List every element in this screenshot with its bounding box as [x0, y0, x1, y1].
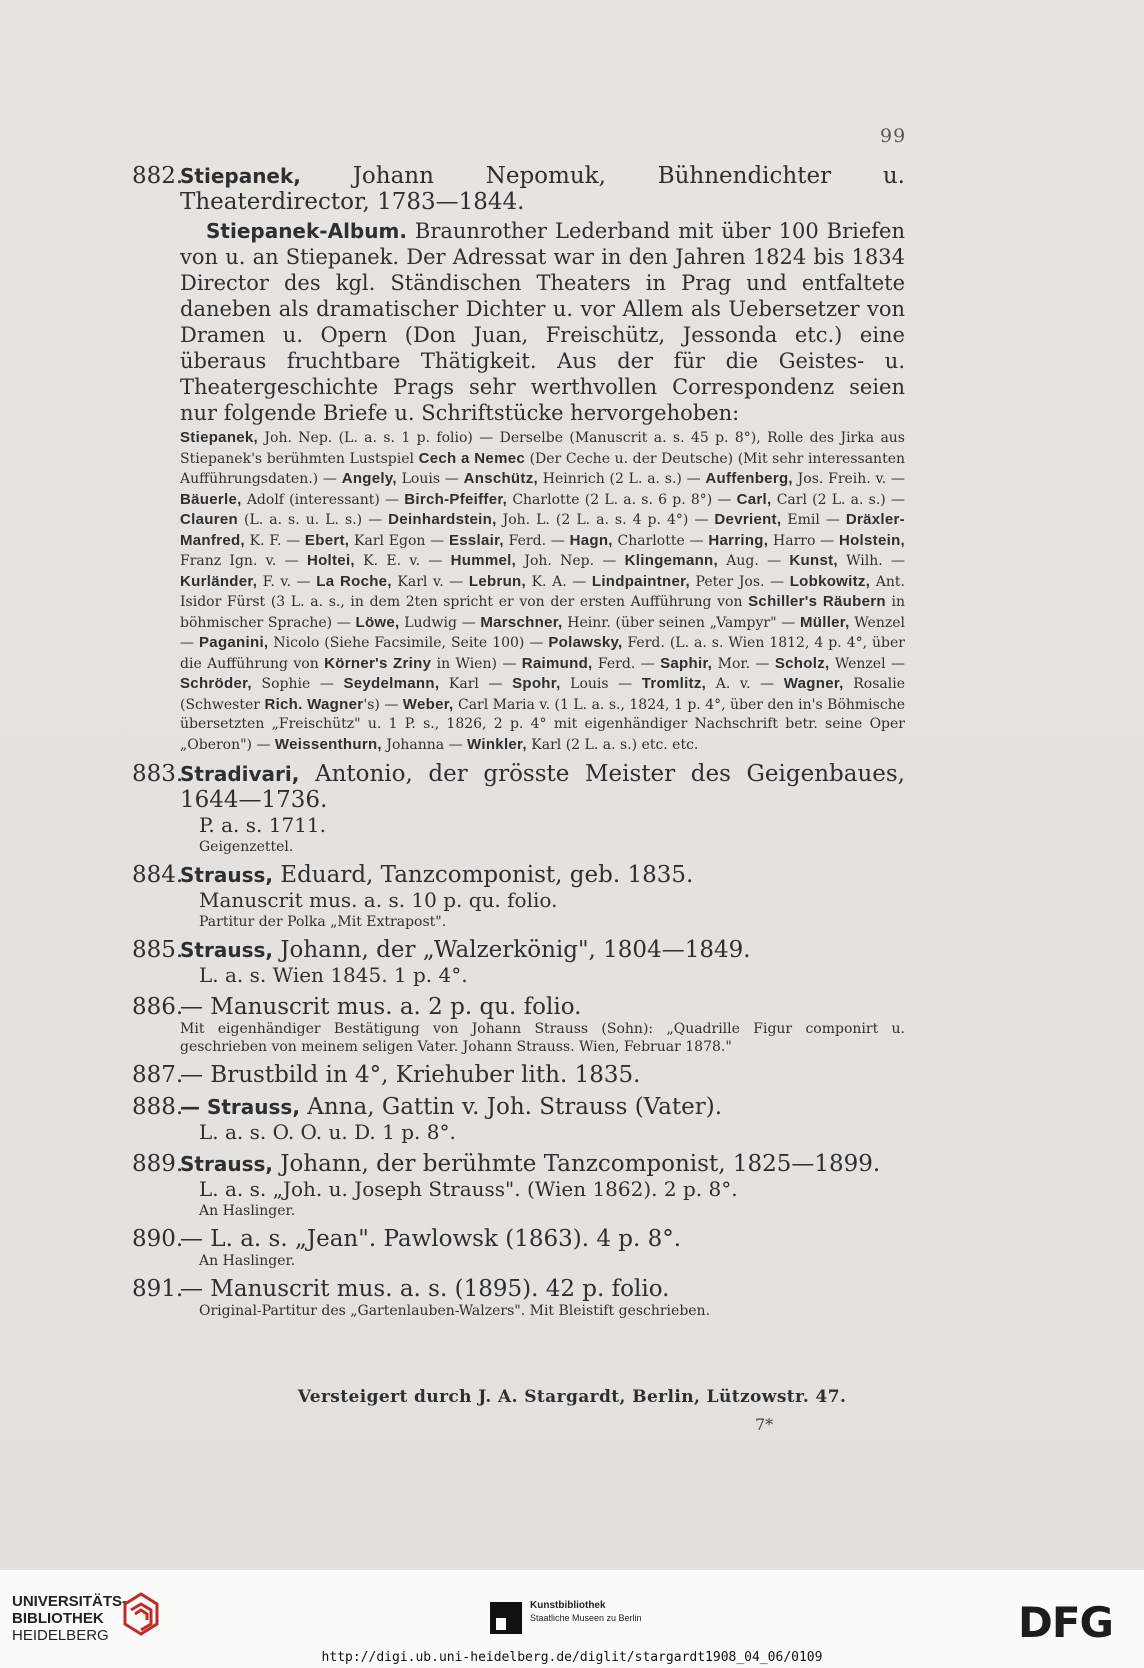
letter-description: Wenzel —	[829, 655, 905, 672]
album-description	[180, 218, 905, 426]
catalogue-entry	[132, 994, 905, 1056]
entry-title: — Manuscrit mus. a. s. (1895). 42 p. folio.	[180, 1276, 670, 1302]
item-description: L. a. s. O. O. u. D. 1 p. 8°.	[199, 1120, 456, 1144]
letter-description: Ludwig —	[399, 614, 481, 631]
letter-correspondent-name: Esslair,	[448, 531, 504, 549]
letter-description: Johanna —	[381, 736, 468, 753]
letter-correspondent-name: Spohr,	[512, 675, 561, 692]
letter-correspondent-name: Raimund,	[521, 654, 593, 672]
entry-number: 890.	[132, 1226, 184, 1252]
letter-correspondent-name: Auffenberg,	[705, 470, 793, 487]
letter-correspondent-name: Bäuerle,	[180, 490, 242, 508]
letter-description: F. v. —	[257, 573, 317, 590]
letter-correspondent-name: Cech a Nemec	[418, 449, 525, 467]
letter-description: Karl —	[439, 676, 513, 692]
entry-title: — Manuscrit mus. a. 2 p. qu. folio.	[180, 994, 582, 1020]
item-note: An Haslinger.	[199, 1203, 296, 1219]
letter-description: Jos. Freih. v. —	[792, 471, 905, 487]
letter-description: Karl v. —	[391, 573, 469, 590]
entry-title: Johann, der „Walzerkönig", 1804—1849.	[272, 937, 751, 963]
letter-description: K. F. —	[244, 532, 305, 549]
letter-correspondent-name: Müller,	[799, 613, 850, 631]
letters-list	[180, 428, 905, 755]
catalogue-entry	[132, 862, 905, 931]
letter-correspondent-name: Paganini,	[199, 634, 269, 651]
letter-correspondent-name: La Roche,	[316, 572, 392, 590]
letter-description: Harro —	[768, 532, 839, 549]
letter-description: Heinrich (2 L. a. s.) —	[537, 471, 706, 487]
entry-number: 888.	[132, 1094, 184, 1120]
letter-description: Karl (2 L. a. s.) etc. etc.	[526, 736, 699, 753]
letter-description: K. E. v. —	[354, 553, 451, 569]
letter-correspondent-name: Devrient,	[714, 511, 782, 528]
letter-correspondent-name: Carl,	[736, 490, 772, 508]
entry-title: Anna, Gattin v. Joh. Strauss (Vater).	[299, 1094, 723, 1120]
letter-correspondent-name: Kunst,	[789, 552, 838, 569]
entry-number: 891.	[132, 1276, 184, 1302]
letter-description: Aug. —	[717, 553, 790, 569]
entry-heading	[132, 1094, 905, 1120]
letter-description: Charlotte (2 L. a. s. 6 p. 8°) —	[507, 491, 737, 508]
letter-correspondent-name: Klingemann,	[624, 552, 718, 569]
letter-correspondent-name: Lebrun,	[468, 572, 526, 590]
letter-description: Ferd. (L. a. s. Wien 1812, 4 p. 4°, über die Aufführung von	[180, 635, 905, 672]
item-note: Geigenzettel.	[199, 839, 294, 855]
entry-title: Eduard, Tanzcomponist, geb. 1835.	[272, 862, 694, 888]
kunstbibliothek-text: Kunstbibliothek Staatliche Museen zu Berlin	[530, 1600, 642, 1623]
entry-number: 885.	[132, 937, 184, 963]
item-description: L. a. s. „Joh. u. Joseph Strauss". (Wien 1862). 2 p. 8°.	[199, 1177, 738, 1201]
entry-title: Antonio, der grösste Meister des Geigenbaues, 1644—1736.	[180, 761, 905, 813]
letter-description: Joh. L. (2 L. a. s. 4 p. 4°) —	[496, 512, 715, 528]
letter-description: Heinr. (über seinen „Vampyr" —	[562, 614, 800, 631]
entry-number: 883.	[132, 761, 184, 787]
letter-correspondent-name: Marschner,	[480, 613, 563, 631]
entry-heading	[132, 862, 905, 888]
item-description: Manuscrit mus. a. s. 10 p. qu. folio.	[199, 888, 558, 912]
entry-title: Johann Nepomuk, Bühnendichter u. Theaterdirector, 1783—1844.	[180, 163, 905, 215]
letter-correspondent-name: Rich. Wagner	[264, 695, 364, 713]
catalogue-entry	[132, 937, 905, 988]
letter-description: Wenzel —	[180, 614, 905, 651]
letter-description: Charlotte —	[612, 532, 709, 549]
letter-description: Mor. —	[712, 655, 775, 672]
auction-footer: Versteigert durch J. A. Stargardt, Berlin, Lützowstr. 47.	[297, 1387, 847, 1407]
entry-heading	[132, 1062, 905, 1088]
catalogue-text	[132, 163, 905, 1320]
letter-correspondent-name: Harring,	[708, 531, 769, 549]
letter-description: Franz Ign. v. —	[180, 553, 307, 569]
letter-correspondent-name: Hagn,	[569, 531, 613, 549]
catalogue-entry	[132, 1276, 905, 1320]
dfg-logo: DFG	[1018, 1598, 1114, 1647]
letter-correspondent-name: Hummel,	[450, 552, 517, 569]
letter-description: Adolf (interessant) —	[241, 491, 405, 508]
letter-description: Ant. Isidor Fürst (3 L. a. s., in dem 2ten spricht er von der ersten Aufführung von	[180, 573, 905, 610]
permalink-url[interactable]: http://digi.ub.uni-heidelberg.de/diglit/stargardt1908_04_06/0109	[321, 1650, 823, 1665]
letter-correspondent-name: Ebert,	[304, 531, 350, 549]
letter-description: in Wien) —	[431, 655, 522, 672]
entry-heading	[132, 937, 905, 963]
letter-description: (Der Ceche u. der Deutsche) (Mit sehr interessanten Aufführungsdaten.) —	[180, 450, 905, 487]
letter-description: Ferd. —	[503, 532, 570, 549]
page-number: 99	[880, 125, 907, 147]
item-description: L. a. s. Wien 1845. 1 p. 4°.	[199, 963, 468, 987]
letter-description: Carl Maria v. (1 L. a. s., 1824, 1 p. 4°, über den in's Böhmische übersetzten „Freischütz" u. 1 P. s., 1826, 2 p. 4° mit eigenhändiger Nachschrift betr. seine Oper „Oberon") —	[180, 696, 905, 753]
letter-description: Emil —	[781, 512, 846, 528]
letter-correspondent-name: Weissenthurn,	[274, 735, 382, 753]
letter-correspondent-name: Schröder,	[180, 675, 252, 692]
entry-name: Strauss,	[180, 938, 273, 962]
letter-correspondent-name: Holstein,	[838, 531, 905, 549]
entry-number: 886.	[132, 994, 184, 1020]
entry-title: — Brustbild in 4°, Kriehuber lith. 1835.	[180, 1062, 641, 1088]
letter-correspondent-name: Weber,	[402, 695, 454, 713]
letter-description: 's) —	[363, 696, 403, 713]
album-name: Stiepanek-Album.	[206, 219, 407, 243]
letter-description: Rosalie (Schwester	[180, 676, 905, 713]
entry-heading	[132, 1226, 905, 1252]
catalogue-entry	[132, 1062, 905, 1088]
letter-description: Carl (2 L. a. s.) —	[771, 491, 905, 508]
entry-heading	[132, 163, 905, 215]
letter-description: Sophie —	[251, 676, 344, 692]
entry-heading	[132, 1276, 905, 1302]
letter-correspondent-name: Polawsky,	[548, 634, 623, 651]
catalogue-entry	[132, 1226, 905, 1270]
entry-name: Stradivari,	[180, 762, 300, 786]
letter-correspondent-name: Löwe,	[355, 613, 400, 631]
letter-description: (L. a. s. u. L. s.) —	[237, 512, 389, 528]
letter-description: K. A. —	[525, 573, 592, 590]
letter-correspondent-name: Körner's Zriny	[324, 654, 432, 672]
letter-correspondent-name: Birch-Pfeiffer,	[404, 490, 508, 508]
letter-description: Ferd. —	[592, 655, 661, 672]
letter-correspondent-name: Stiepanek,	[180, 429, 259, 446]
letter-correspondent-name: Anschütz,	[463, 470, 538, 487]
letter-correspondent-name: Clauren	[180, 511, 238, 528]
letter-correspondent-name: Deinhardstein,	[388, 511, 497, 528]
letter-correspondent-name: Seydelmann,	[343, 675, 440, 692]
entry-title: — L. a. s. „Jean". Pawlowsk (1863). 4 p. 8°.	[180, 1226, 682, 1252]
letter-correspondent-name: Schiller's Räubern	[748, 593, 886, 610]
entry-number: 887.	[132, 1062, 184, 1088]
letter-correspondent-name: Holtei,	[306, 552, 355, 569]
university-library-logo-text: UNIVERSITÄTS- BIBLIOTHEK HEIDELBERG	[12, 1593, 128, 1644]
item-note: Partitur der Polka „Mit Extrapost".	[199, 914, 447, 930]
catalogue-entry	[132, 761, 905, 856]
entry-number: 889.	[132, 1151, 184, 1177]
letter-correspondent-name: Lobkowitz,	[789, 572, 871, 590]
letter-correspondent-name: Scholz,	[774, 654, 830, 672]
university-emblem-icon	[117, 1590, 163, 1656]
letter-description: Louis —	[396, 471, 464, 487]
letter-correspondent-name: Tromlitz,	[641, 675, 707, 692]
letter-correspondent-name: Angely,	[341, 470, 397, 487]
album-text: Braunrother Lederband mit über 100 Briefen von u. an Stiepanek. Der Adressat war in den Jahren 1824 bis 1834 Director des kgl. Ständischen Theaters in Prag und entfaltete daneben als dramatischer Dichter u. vor Allem als Uebersetzer von Dramen u. Opern (Don Juan, Freischütz, Jessonda etc.) eine überaus fruchtbare Thätigkeit. Aus der für die Geistes- u. Theatergeschichte Prags sehr werthvollen Correspondenz seien nur folgende Briefe u. Schriftstücke hervorgehoben:	[180, 219, 905, 425]
signature-mark: 7*	[755, 1415, 774, 1434]
entry-heading	[132, 994, 905, 1020]
item-note: Mit eigenhändiger Bestätigung von Johann Strauss (Sohn): „Quadrille Figur componirt u. geschrieben von meinem seligen Vater. Johann Strauss. Wien, Februar 1878."	[180, 1021, 905, 1055]
letter-description: Wilh. —	[837, 553, 905, 569]
letter-correspondent-name: Saphir,	[660, 654, 713, 672]
letter-description: in böhmischer Sprache) —	[180, 594, 905, 631]
letter-description: Louis —	[560, 676, 642, 692]
letter-description: A. v. —	[706, 676, 784, 692]
item-note: An Haslinger.	[199, 1253, 296, 1269]
letter-correspondent-name: Winkler,	[467, 735, 527, 753]
entry-name: Strauss,	[180, 1152, 273, 1176]
letter-description: Joh. Nep. (L. a. s. 1 p. folio) — Derselbe (Manuscrit a. s. 45 p. 8°), Rolle des Jirka aus Stiepanek's berühmten Lustspiel	[180, 430, 905, 467]
entry-number: 882.	[132, 163, 184, 189]
entry-title: Johann, der berühmte Tanzcomponist, 1825—1899.	[272, 1151, 881, 1177]
entry-name: Stiepanek,	[180, 164, 301, 188]
item-note: Original-Partitur des „Gartenlauben-Walzers". Mit Bleistift geschrieben.	[199, 1303, 711, 1319]
kunstbibliothek-logo-icon	[488, 1600, 524, 1636]
entry-heading	[132, 761, 905, 813]
item-description: P. a. s. 1711.	[199, 813, 326, 837]
entry-number: 884.	[132, 862, 184, 888]
entry-heading	[132, 1151, 905, 1177]
catalogue-entry	[132, 1094, 905, 1145]
entries-list	[132, 761, 905, 1320]
letter-correspondent-name: Lindpaintner,	[591, 572, 690, 590]
letter-correspondent-name: Wagner,	[783, 675, 844, 692]
entry-name: Strauss,	[180, 863, 273, 887]
letter-description: Karl Egon —	[349, 532, 449, 549]
catalogue-entry	[132, 1151, 905, 1220]
letter-correspondent-name: Kurländer,	[180, 572, 258, 590]
letter-description: Nicolo (Siehe Facsimile, Seite 100) —	[268, 635, 549, 651]
entry-882	[132, 163, 905, 755]
letter-description: Joh. Nep. —	[516, 553, 625, 569]
letter-description: Peter Jos. —	[689, 573, 790, 590]
letter-correspondent-name: Dräxler-Manfred,	[180, 511, 905, 549]
entry-name: — Strauss,	[180, 1095, 300, 1119]
